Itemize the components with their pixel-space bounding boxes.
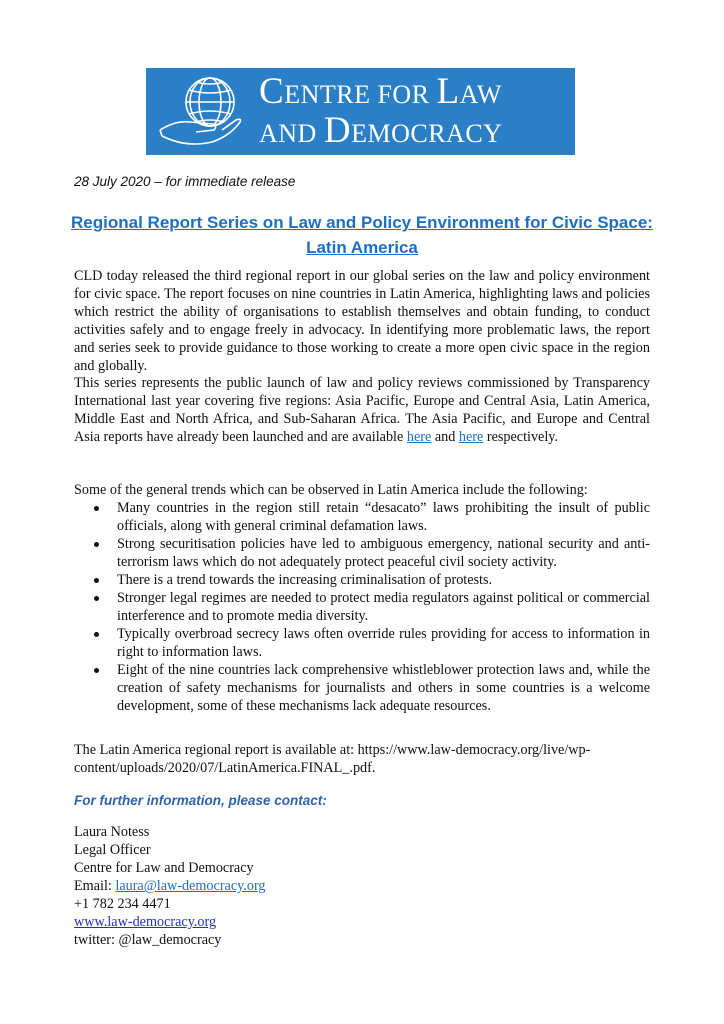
- list-item: Stronger legal regimes are needed to protect media regulators against political or commercial interference and to promote media diversity.: [74, 589, 650, 625]
- contact-organisation: Centre for Law and Democracy: [74, 860, 254, 876]
- contact-block: [74, 823, 266, 949]
- series-paragraph: [74, 374, 650, 446]
- contact-email-row: [74, 877, 266, 895]
- series-text-after: respectively.: [483, 429, 559, 445]
- report-availability-paragraph: The Latin America regional report is available at: https://www.law-democracy.org/live/wp-content/uploads/2020/07/LatinAmerica.FINAL_.pdf.: [74, 742, 591, 776]
- list-item: Strong securitisation policies have led to ambiguous emergency, national security and anti-terrorism laws which do not adequately protect peaceful civil society activity.: [74, 535, 650, 571]
- list-item: Many countries in the region still retain “desacato” laws prohibiting the insult of public officials, along with general criminal defamation laws.: [74, 499, 650, 535]
- contact-role: Legal Officer: [74, 842, 151, 858]
- bullet-icon: [94, 578, 99, 583]
- asia-pacific-report-link[interactable]: here: [406, 429, 432, 445]
- website-row: [74, 913, 266, 931]
- trends-intro: Some of the general trends which can be observed in Latin America include the following:: [74, 482, 588, 498]
- bullet-icon: [94, 596, 99, 601]
- further-info-heading: For further information, please contact:: [74, 793, 327, 808]
- bullet-icon: [94, 632, 99, 637]
- logo-wordmark: [259, 71, 503, 152]
- series-text-before: This series represents the public launch of law and policy reviews commissioned by Transparency International last year covering five regions: Asia Pacific, Europe and Central Asia, Latin America, Middle East and North Africa, and Sub-Saharan Africa. The Asia Pacific, and Europe and Central Asia reports have already been launched and are available: [74, 375, 650, 445]
- bullet-icon: [94, 506, 99, 511]
- globe-in-hand-icon: [156, 72, 248, 152]
- release-dateline: 28 July 2020 – for immediate release: [74, 174, 296, 189]
- bullet-icon: [94, 668, 99, 673]
- website-link[interactable]: www.law-democracy.org: [74, 914, 217, 930]
- contact-twitter: twitter: @law_democracy: [74, 932, 222, 948]
- title-link-line-2[interactable]: Latin America: [306, 238, 418, 257]
- bullet-icon: [94, 542, 99, 547]
- trends-list: [74, 499, 650, 715]
- title-link-line-1[interactable]: Regional Report Series on Law and Policy Environment for Civic Space:: [71, 213, 653, 232]
- cld-logo-banner: [146, 68, 575, 155]
- email-link[interactable]: laura@law-democracy.org: [115, 878, 266, 894]
- logo-line-2: AND DEMOCRACY: [259, 110, 503, 151]
- intro-paragraph: CLD today released the third regional report in our global series on the law and policy environment for civic space. The report focuses on nine countries in Latin America, highlighting laws and policies which restrict the ability of organisations to establish themselves and obtain funding, to conduct activities safely and to engage freely in advocacy. In identifying more problematic laws, the report and series seek to provide guidance to those working to create a more open civic space in the region and globally.: [74, 268, 650, 374]
- contact-name: Laura Notess: [74, 824, 150, 840]
- contact-phone: +1 782 234 4471: [74, 896, 171, 912]
- logo-line-1: CENTRE FOR LAW: [259, 71, 502, 112]
- list-item: There is a trend towards the increasing criminalisation of protests.: [74, 571, 650, 589]
- list-item: Typically overbroad secrecy laws often override rules providing for access to information in right to information laws.: [74, 625, 650, 661]
- europe-central-asia-report-link[interactable]: here: [458, 429, 484, 445]
- list-item: Eight of the nine countries lack comprehensive whistleblower protection laws and, while the creation of safety mechanisms for journalists and others in some countries is a welcome development, some of these mechanisms lack adequate resources.: [74, 661, 650, 715]
- page-title: [40, 210, 684, 260]
- series-text-middle: and: [431, 429, 459, 445]
- email-label: Email:: [74, 878, 116, 894]
